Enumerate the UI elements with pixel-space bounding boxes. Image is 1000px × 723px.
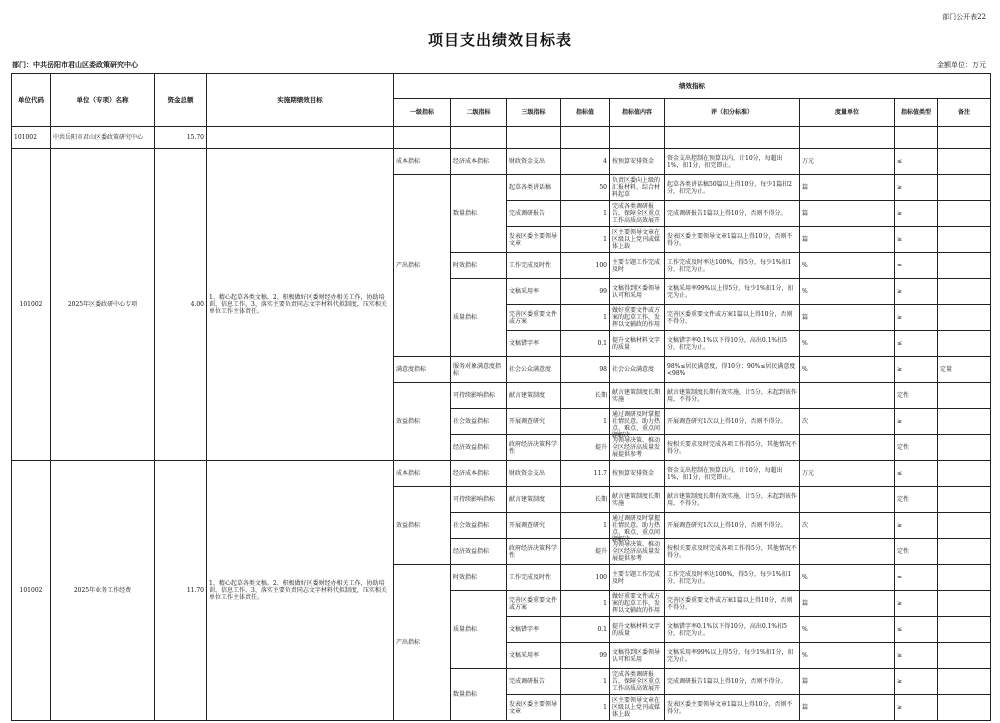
measure-cell: [800, 539, 895, 565]
value-cell: 1: [561, 409, 610, 435]
content-cell: [610, 409, 665, 439]
value-cell: 0.1: [561, 617, 610, 643]
type-cell: 定性: [895, 539, 938, 565]
type-cell: ≤: [895, 461, 938, 487]
header-goal: 实施期绩效目标: [207, 74, 394, 127]
content-text: 社会公众满意度: [612, 366, 655, 373]
score-cell: [665, 279, 800, 305]
score-text: 文稿错字率0.1%以下得10分，高出0.1%扣5分，扣完为止。: [667, 622, 787, 637]
value-cell: 1: [561, 201, 610, 227]
remark-cell: [938, 201, 991, 227]
measure-cell: %: [800, 279, 895, 305]
content-text: 提升文稿材料文字的质量: [612, 336, 661, 351]
score-cell: [665, 565, 800, 591]
score-text: 开展调查研究1次以上得10分，否则不得分。: [667, 522, 787, 529]
content-cell: [610, 331, 665, 357]
content-text: 文稿得到区委领导认可和采用: [612, 648, 661, 663]
content-cell: [610, 461, 665, 487]
level3-cell: 政府经济决策科学性: [507, 539, 561, 565]
type-cell: ≥: [895, 279, 938, 305]
level2-cell: 数量指标: [451, 669, 507, 721]
score-text: 文稿采用率99%以上得5分，每少1%扣1分，扣完为止。: [667, 648, 794, 663]
score-cell: [665, 409, 800, 435]
measure-cell: %: [800, 331, 895, 357]
score-cell: [665, 305, 800, 331]
content-cell: [610, 565, 665, 591]
value-cell: 100: [561, 565, 610, 591]
value-cell: 1: [561, 513, 610, 539]
type-cell: ≥: [895, 669, 938, 695]
score-cell: [665, 253, 800, 279]
content-cell: [610, 357, 665, 383]
level1-cell: 效益指标: [394, 383, 451, 461]
value-cell: 1: [561, 695, 610, 721]
level3-cell: 财政资金支出: [507, 149, 561, 175]
content-cell: [610, 591, 665, 617]
unit-name-cell: 2025年业务工作经费: [51, 461, 155, 721]
content-text: 做好重要文件或方案的起草工作，发挥以文辅政的作用: [612, 307, 661, 328]
value-cell: 4: [561, 149, 610, 175]
measure-cell: 次: [800, 409, 895, 435]
header-level2: 二级指标: [451, 99, 507, 127]
table-row: [12, 461, 991, 487]
header-remark: 备注: [938, 99, 991, 127]
type-cell: ≥: [895, 513, 938, 539]
score-text: 起草各类讲话稿50篇以上得10分，每少1篇扣2分，扣完为止。: [667, 180, 792, 195]
remark-cell: [938, 513, 991, 539]
score-text: 献言建策制度长期有效实施，计5分，未起到该作用，不得分。: [667, 492, 797, 507]
measure-cell: [800, 435, 895, 461]
score-text: 发表区委主要领导文章1篇以上得10分，否则不得分。: [667, 700, 793, 715]
level3-cell: 完成调研报告: [507, 201, 561, 227]
score-text: 完善区委重要文件或方案1篇以上得10分，否则不得分。: [667, 596, 793, 611]
content-cell: [610, 669, 665, 695]
level2-cell: 可持续影响指标: [451, 383, 507, 409]
goal-cell: 1、精心起草各类文稿。2、积极做好区委财经办相关工作，协助培训、信息工作。3、落实主要负责同志文字材料代拟制度，压实相关单位工作主体责任。: [207, 461, 394, 721]
value-cell: 98: [561, 357, 610, 383]
score-text: 资金支出控制在预算以内，计10分，每超出1%，扣1分，扣完即止。: [667, 466, 783, 481]
level1-cell: 成本指标: [394, 149, 451, 175]
measure-cell: 篇: [800, 175, 895, 201]
content-text: 为领导决策、推动全区经济高质量发展提供参考: [612, 437, 661, 458]
type-cell: ≥: [895, 175, 938, 201]
level3-cell: 文稿错字率: [507, 617, 561, 643]
level1-cell: 效益指标: [394, 487, 451, 565]
type-cell: =: [895, 253, 938, 279]
level2-cell: 经济效益指标: [451, 539, 507, 565]
level1-cell: 产出指标: [394, 175, 451, 357]
remark-cell: [938, 279, 991, 305]
remark-cell: [938, 435, 991, 461]
content-text: 完成各类调研报告，保障全区重点工作高质高效展开: [612, 203, 661, 224]
remark-cell: [938, 305, 991, 331]
amount-unit-label: 金额单位：万元: [937, 61, 986, 69]
content-text: 献言建策制度长期实施: [612, 492, 661, 507]
value-cell: 1: [561, 591, 610, 617]
header-level1: 一级指标: [394, 99, 451, 127]
level2-cell: 社会效益指标: [451, 513, 507, 539]
score-cell: [665, 617, 800, 643]
level2-cell: 经济效益指标: [451, 435, 507, 461]
score-text: 文稿错字率0.1%以下得10分，高出0.1%扣5分，扣完为止。: [667, 336, 787, 351]
type-cell: ≤: [895, 617, 938, 643]
department-label: 部门：中共岳阳市君山区委政策研究中心: [12, 60, 138, 69]
content-cell: [610, 305, 665, 331]
measure-cell: %: [800, 357, 895, 383]
content-text: 为领导决策、推动全区经济高质量发展提供参考: [612, 541, 661, 562]
page-code: 部门公开表22: [942, 13, 986, 21]
header-indicators: 绩效指标: [394, 74, 991, 99]
content-text: 通过调研及时掌握社情民意，助力热点、难点、重点问题解决: [612, 411, 661, 439]
page-title: 项目支出绩效目标表: [427, 31, 572, 49]
content-cell: [610, 539, 665, 565]
unit-name-cell: 2025年区委政研中心专项: [51, 149, 155, 461]
score-cell: [665, 487, 800, 513]
level1-cell: 成本指标: [394, 461, 451, 487]
score-text: 按相关要求及时完成各项工作得5分，其他情况不得分。: [667, 440, 797, 455]
level2-cell: 可持续影响指标: [451, 487, 507, 513]
remark-cell: 定量: [938, 357, 991, 383]
value-cell: 1: [561, 669, 610, 695]
header-unit-code: 单位代码: [12, 74, 51, 127]
measure-cell: 万元: [800, 461, 895, 487]
level3-cell: 文稿采用率: [507, 643, 561, 669]
value-cell: 100: [561, 253, 610, 279]
remark-cell: [938, 565, 991, 591]
score-cell: [665, 201, 800, 227]
type-cell: =: [895, 565, 938, 591]
header-score: 评（扣分标准）: [665, 99, 800, 127]
goal-cell: 1、精心起草各类文稿。2、积极做好区委财经办相关工作，协助培训、信息工作。3、落实主要负责同志文字材料代拟制度，压实相关单位工作主体责任。: [207, 149, 394, 461]
score-text: 献言建策制度长期有效实施，计5分，未起到该作用，不得分。: [667, 388, 797, 403]
content-text: 做好重要文件或方案的起草工作，发挥以文辅政的作用: [612, 593, 661, 614]
score-text: 完成调研报告1篇以上得10分，否则不得分。: [667, 210, 787, 217]
level1-cell: 满意度指标: [394, 357, 451, 383]
level3-cell: 完成调研报告: [507, 669, 561, 695]
level3-cell: 完善区委重要文件或方案: [507, 305, 561, 331]
score-cell: [665, 357, 800, 383]
score-text: 开展调查研究1次以上得10分，否则不得分。: [667, 418, 787, 425]
summary-name: 中共岳阳市君山区委政策研究中心: [51, 127, 155, 149]
score-cell: [665, 227, 800, 253]
level3-cell: 发表区委主要领导文章: [507, 695, 561, 721]
value-cell: 长期: [561, 487, 610, 513]
measure-cell: 篇: [800, 305, 895, 331]
content-text: 负责区委向上级的汇报材料、综合材料起草: [612, 177, 661, 198]
content-text: 文稿得到区委领导认可和采用: [612, 284, 661, 299]
value-cell: 50: [561, 175, 610, 201]
score-cell: [665, 643, 800, 669]
measure-cell: 篇: [800, 591, 895, 617]
score-cell: [665, 513, 800, 539]
value-cell: 提升: [561, 435, 610, 461]
level3-cell: 献言建策制度: [507, 487, 561, 513]
level2-cell: 时效指标: [451, 565, 507, 591]
level3-cell: 开展调查研究: [507, 409, 561, 435]
score-text: 发表区委主要领导文章1篇以上得10分，否则不得分。: [667, 232, 793, 247]
measure-cell: 篇: [800, 669, 895, 695]
header-type: 指标值类型: [895, 99, 938, 127]
score-cell: [665, 539, 800, 565]
content-text: 区主要领导文章在区级以上党刊或媒体上载: [612, 229, 661, 250]
type-cell: ≥: [895, 591, 938, 617]
content-cell: [610, 383, 665, 409]
score-text: 按相关要求及时完成各项工作得5分，其他情况不得分。: [667, 544, 797, 559]
score-text: 完成调研报告1篇以上得10分，否则不得分。: [667, 678, 787, 685]
remark-cell: [938, 487, 991, 513]
content-text: 献言建策制度长期实施: [612, 388, 661, 403]
header-value: 指标值: [561, 99, 610, 127]
type-cell: ≤: [895, 149, 938, 175]
type-cell: 定性: [895, 383, 938, 409]
value-cell: 1: [561, 227, 610, 253]
remark-cell: [938, 669, 991, 695]
content-text: 提升文稿材料文字的质量: [612, 622, 661, 637]
summary-amount: 15.70: [155, 127, 207, 149]
type-cell: ≥: [895, 357, 938, 383]
type-cell: ≥: [895, 695, 938, 721]
value-cell: 99: [561, 643, 610, 669]
measure-cell: %: [800, 617, 895, 643]
header-measure: 度量单位: [800, 99, 895, 127]
score-text: 工作完成及时率达100%，得5分，每少1%扣1分，扣完为止。: [667, 258, 792, 273]
score-text: 工作完成及时率达100%，得5分，每少1%扣1分，扣完为止。: [667, 570, 792, 585]
header-level3: 三级指标: [507, 99, 561, 127]
level2-cell: 质量指标: [451, 591, 507, 669]
summary-row: [12, 127, 991, 149]
content-cell: [610, 175, 665, 201]
level3-cell: 献言建策制度: [507, 383, 561, 409]
remark-cell: [938, 383, 991, 409]
content-cell: [610, 279, 665, 305]
content-cell: [610, 149, 665, 175]
measure-cell: %: [800, 253, 895, 279]
content-text: 区主要领导文章在区级以上党刊或媒体上载: [612, 697, 661, 718]
header-content: 指标值内容: [610, 99, 665, 127]
content-cell: [610, 695, 665, 721]
remark-cell: [938, 227, 991, 253]
level3-cell: 工作完成及时性: [507, 253, 561, 279]
remark-cell: [938, 539, 991, 565]
measure-cell: [800, 383, 895, 409]
content-text: 主要专题工作完成及时: [612, 570, 661, 585]
level3-cell: 社会公众满意度: [507, 357, 561, 383]
value-cell: 提升: [561, 539, 610, 565]
remark-cell: [938, 253, 991, 279]
content-cell: [610, 487, 665, 513]
score-cell: [665, 383, 800, 409]
content-text: 通过调研及时掌握社情民意，助力热点、难点、重点问题解决: [612, 515, 661, 543]
level2-cell: 质量指标: [451, 279, 507, 357]
remark-cell: [938, 643, 991, 669]
value-cell: 长期: [561, 383, 610, 409]
content-cell: [610, 435, 665, 461]
score-text: 完善区委重要文件或方案1篇以上得10分，否则不得分。: [667, 310, 793, 325]
type-cell: ≥: [895, 409, 938, 435]
content-text: 按预算安排资金: [612, 158, 655, 165]
score-text: 98%≤居民满意度，得10分；90%≤居民满意度<98%: [667, 362, 796, 377]
performance-goals-table: [11, 73, 991, 721]
content-cell: [610, 643, 665, 669]
level2-cell: 服务对象满意度指标: [451, 357, 507, 383]
score-text: 文稿采用率99%以上得5分，每少1%扣1分，扣完为止。: [667, 284, 794, 299]
score-cell: [665, 461, 800, 487]
remark-cell: [938, 695, 991, 721]
level2-cell: 经济成本指标: [451, 461, 507, 487]
level3-cell: 起草各类讲话稿: [507, 175, 561, 201]
unit-code-cell: 101002: [12, 461, 51, 721]
value-cell: 11.7: [561, 461, 610, 487]
score-text: 资金支出控制在预算以内，计10分，每超出1%，扣1分，扣完即止。: [667, 154, 783, 169]
level3-cell: 发表区委主要领导文章: [507, 227, 561, 253]
remark-cell: [938, 591, 991, 617]
content-text: 主要专题工作完成及时: [612, 258, 661, 273]
score-cell: [665, 695, 800, 721]
content-cell: [610, 253, 665, 279]
score-cell: [665, 669, 800, 695]
remark-cell: [938, 461, 991, 487]
value-cell: 0.1: [561, 331, 610, 357]
summary-code: 101002: [12, 127, 51, 149]
remark-cell: [938, 617, 991, 643]
content-cell: [610, 513, 665, 543]
content-text: 完成各类调研报告，保障全区重点工作高质高效展开: [612, 671, 661, 692]
score-cell: [665, 591, 800, 617]
level3-cell: 开展调查研究: [507, 513, 561, 539]
type-cell: ≥: [895, 305, 938, 331]
content-cell: [610, 201, 665, 227]
level3-cell: 财政资金支出: [507, 461, 561, 487]
type-cell: ≥: [895, 201, 938, 227]
type-cell: ≥: [895, 643, 938, 669]
header-total-funds: 资金总额: [155, 74, 207, 127]
score-cell: [665, 435, 800, 461]
amount-cell: 11.70: [155, 461, 207, 721]
measure-cell: 万元: [800, 149, 895, 175]
level1-cell: 产出指标: [394, 565, 451, 721]
measure-cell: 篇: [800, 201, 895, 227]
header-unit-name: 单位（专项）名称: [51, 74, 155, 127]
type-cell: ≥: [895, 227, 938, 253]
level2-cell: 数量指标: [451, 175, 507, 253]
content-cell: [610, 227, 665, 253]
measure-cell: %: [800, 565, 895, 591]
level3-cell: 文稿采用率: [507, 279, 561, 305]
measure-cell: 次: [800, 513, 895, 539]
level2-cell: 时效指标: [451, 253, 507, 279]
type-cell: 定性: [895, 487, 938, 513]
level2-cell: 经济成本指标: [451, 149, 507, 175]
level2-cell: 社会效益指标: [451, 409, 507, 435]
measure-cell: [800, 487, 895, 513]
measure-cell: 篇: [800, 695, 895, 721]
level3-cell: 政府经济决策科学性: [507, 435, 561, 461]
amount-cell: 4.00: [155, 149, 207, 461]
remark-cell: [938, 331, 991, 357]
measure-cell: %: [800, 643, 895, 669]
type-cell: ≤: [895, 331, 938, 357]
type-cell: 定性: [895, 435, 938, 461]
unit-code-cell: 101002: [12, 149, 51, 461]
score-cell: [665, 331, 800, 357]
content-text: 按预算安排资金: [612, 470, 655, 477]
remark-cell: [938, 149, 991, 175]
score-cell: [665, 149, 800, 175]
score-cell: [665, 175, 800, 201]
remark-cell: [938, 175, 991, 201]
level3-cell: 文稿错字率: [507, 331, 561, 357]
content-cell: [610, 617, 665, 643]
table-row: [12, 149, 991, 175]
value-cell: 99: [561, 279, 610, 305]
remark-cell: [938, 409, 991, 435]
level3-cell: 工作完成及时性: [507, 565, 561, 591]
value-cell: 1: [561, 305, 610, 331]
level3-cell: 完善区委重要文件或方案: [507, 591, 561, 617]
measure-cell: 篇: [800, 227, 895, 253]
